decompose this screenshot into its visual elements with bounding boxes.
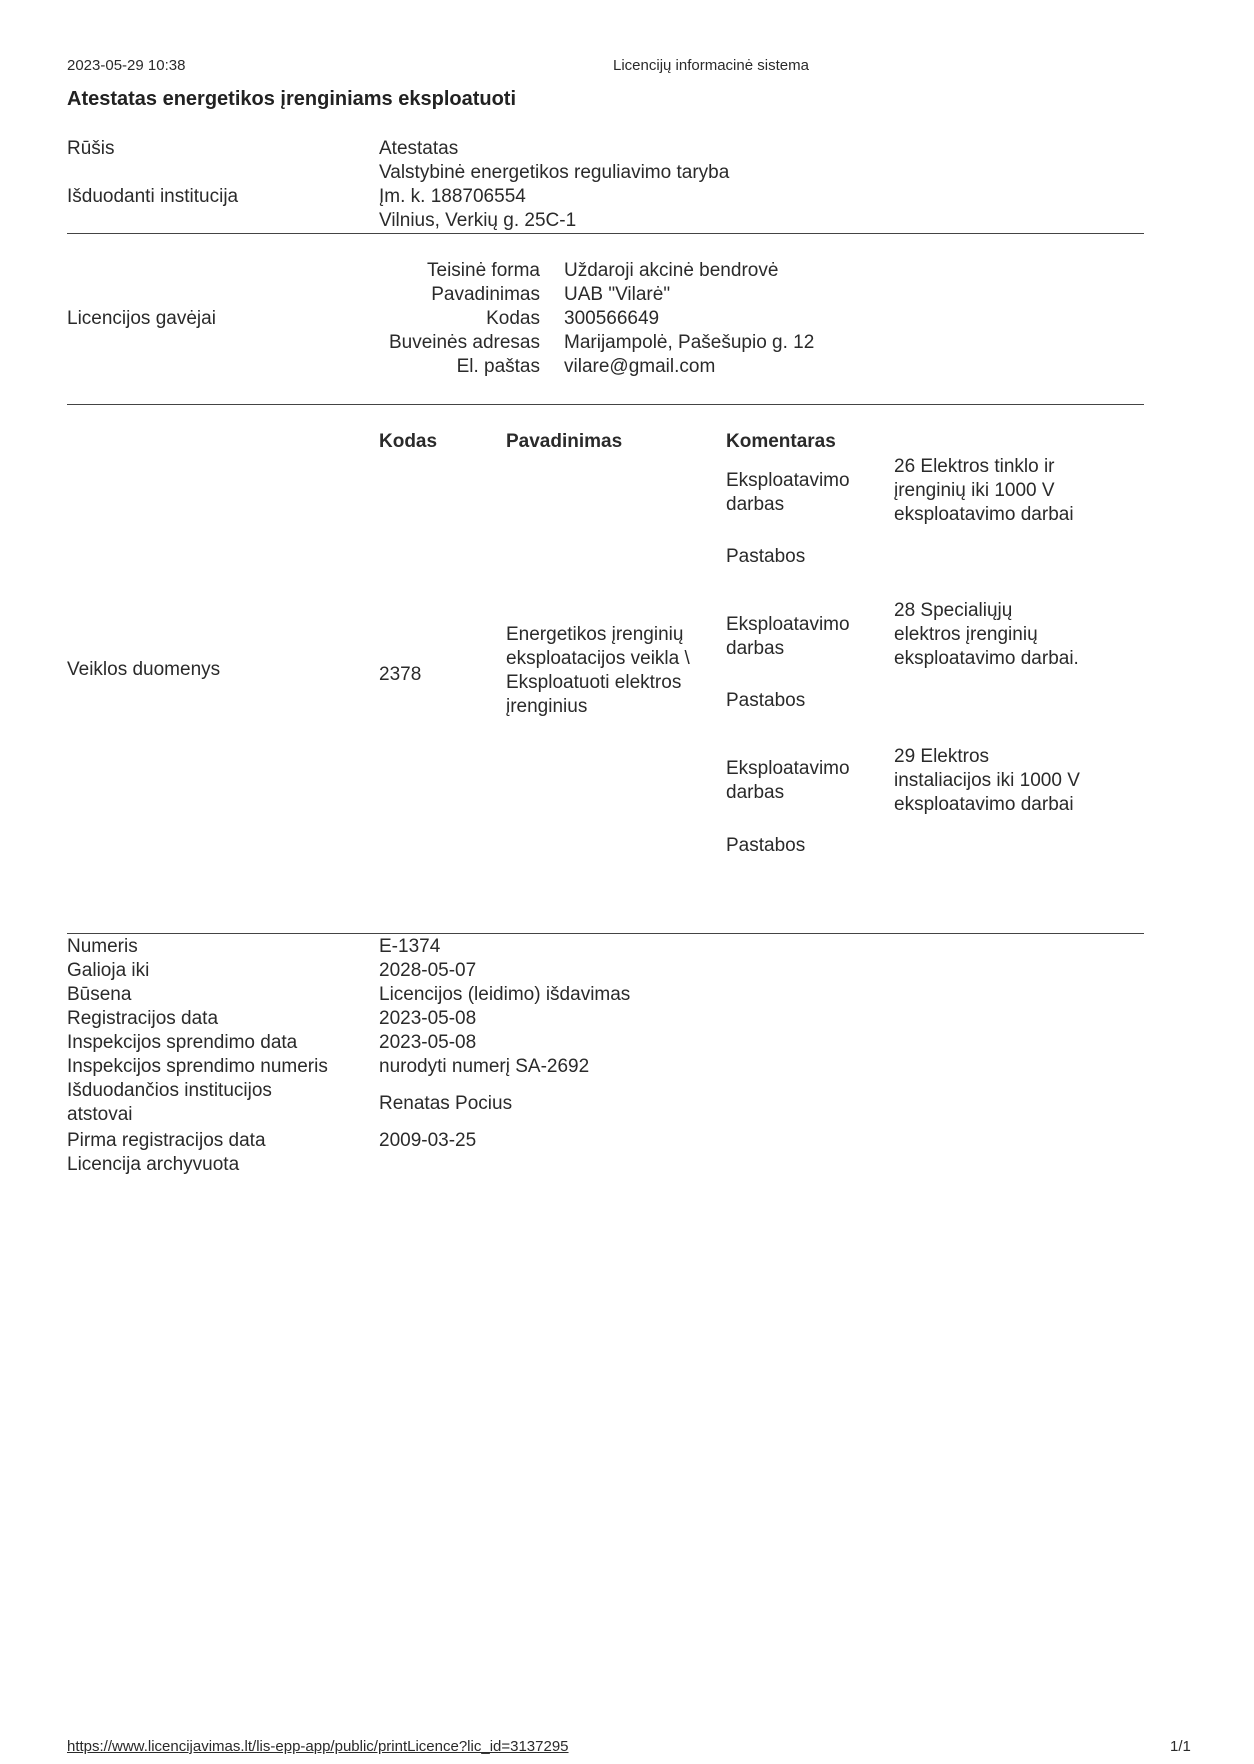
rusis-label: Rūšis — [67, 138, 115, 159]
comment-desc-line: instaliacijos iki 1000 V — [894, 770, 1080, 791]
page-title: Atestatas energetikos įrenginiams eksploatuoti — [67, 88, 517, 110]
holder-field-labels — [370, 259, 540, 379]
detail-value-pirma-registracija: 2009-03-25 — [379, 1130, 477, 1151]
holder-field-label: El. paštas — [456, 356, 540, 377]
holder-field-values — [564, 259, 814, 379]
col-kodas-header: Kodas — [379, 431, 438, 452]
issuer-details — [379, 161, 729, 233]
detail-value-galioja: 2028-05-07 — [379, 960, 477, 981]
detail-label-galioja: Galioja iki — [67, 960, 150, 981]
holder-field-label: Pavadinimas — [431, 284, 540, 305]
activity-code: 2378 — [379, 664, 422, 685]
comment-type-line: darbas — [726, 638, 785, 659]
comment-desc-line: 26 Elektros tinklo ir — [894, 456, 1055, 477]
holder-field-label: Teisinė forma — [427, 260, 540, 281]
issuer-name: Valstybinė energetikos reguliavimo taryba — [379, 162, 730, 183]
page-number: 1/1 — [1170, 1738, 1191, 1755]
divider — [67, 404, 1144, 405]
activity-label: Veiklos duomenys — [67, 659, 221, 680]
detail-value-sprendimo-data: 2023-05-08 — [379, 1032, 477, 1053]
col-pavadinimas-header: Pavadinimas — [506, 431, 623, 452]
holder-code: 300566649 — [564, 308, 660, 329]
comment-type-line: darbas — [726, 782, 785, 803]
comment-desc-line: eksploatavimo darbai — [894, 794, 1074, 815]
detail-value-sprendimo-numeris: nurodyti numerį SA-2692 — [379, 1056, 590, 1077]
comment-notes: Pastabos — [726, 835, 806, 856]
col-komentaras-header: Komentaras — [726, 431, 836, 452]
rusis-value: Atestatas — [379, 138, 459, 159]
comment-desc-line: 28 Specialiųjų — [894, 600, 1013, 621]
footer-url[interactable]: https://www.licencijavimas.lt/lis-epp-app/public/printLicence?lic_id=3137295 — [67, 1738, 569, 1755]
detail-label-archyvuota: Licencija archyvuota — [67, 1154, 240, 1175]
holder-email: vilare@gmail.com — [564, 356, 716, 377]
divider — [67, 933, 1144, 934]
print-datetime: 2023-05-29 10:38 — [67, 57, 186, 74]
activity-name-line: Energetikos įrenginių — [506, 624, 684, 645]
activity-name-line: įrenginius — [506, 696, 588, 717]
comment-type-line: Eksploatavimo — [726, 470, 850, 491]
comment-desc-line: 29 Elektros — [894, 746, 990, 767]
detail-label-atstovai: Išduodančios institucijos atstovai — [67, 1080, 272, 1125]
detail-label-registracija: Registracijos data — [67, 1008, 219, 1029]
holder-field-label: Buveinės adresas — [388, 332, 540, 353]
detail-value-atstovai: Renatas Pocius — [379, 1093, 513, 1114]
detail-value-registracija: 2023-05-08 — [379, 1008, 477, 1029]
activity-name-line: eksploatacijos veikla \ — [506, 648, 690, 669]
detail-label-numeris: Numeris — [67, 936, 138, 957]
holder-field-label: Kodas — [486, 308, 540, 329]
comment-desc-line: įrenginių iki 1000 V — [894, 480, 1055, 501]
holders-label: Licencijos gavėjai — [67, 308, 216, 329]
system-name: Licencijų informacinė sistema — [613, 57, 809, 74]
detail-label-sprendimo-numeris: Inspekcijos sprendimo numeris — [67, 1056, 328, 1077]
comment-notes: Pastabos — [726, 690, 806, 711]
detail-label-pirma-registracija: Pirma registracijos data — [67, 1130, 266, 1151]
holder-name: UAB "Vilarė" — [564, 284, 671, 305]
comment-type-line: Eksploatavimo — [726, 614, 850, 635]
comment-desc-line: eksploatavimo darbai — [894, 504, 1074, 525]
divider — [67, 233, 1144, 234]
comment-desc-line: eksploatavimo darbai. — [894, 648, 1079, 669]
holder-address: Marijampolė, Pašešupio g. 12 — [564, 332, 815, 353]
detail-label-busena: Būsena — [67, 984, 132, 1005]
detail-value-busena: Licencijos (leidimo) išdavimas — [379, 984, 631, 1005]
comment-notes: Pastabos — [726, 546, 806, 567]
detail-label-sprendimo-data: Inspekcijos sprendimo data — [67, 1032, 298, 1053]
comment-type-line: Eksploatavimo — [726, 758, 850, 779]
detail-value-numeris: E-1374 — [379, 936, 441, 957]
comment-type — [726, 757, 850, 805]
holder-legal-form: Uždaroji akcinė bendrovė — [564, 260, 779, 281]
comment-type — [726, 469, 850, 517]
comment-type-line: darbas — [726, 494, 785, 515]
comment-type — [726, 613, 850, 661]
issuer-address: Vilnius, Verkių g. 25C-1 — [379, 210, 577, 231]
issuer-code: Įm. k. 188706554 — [379, 186, 526, 207]
activity-name-line: Eksploatuoti elektros — [506, 672, 682, 693]
activity-name — [506, 623, 690, 719]
comment-description — [894, 745, 1080, 817]
comment-description — [894, 455, 1074, 527]
comment-desc-line: elektros įrenginių — [894, 624, 1038, 645]
issuer-label: Išduodanti institucija — [67, 186, 239, 207]
comment-description — [894, 599, 1079, 671]
